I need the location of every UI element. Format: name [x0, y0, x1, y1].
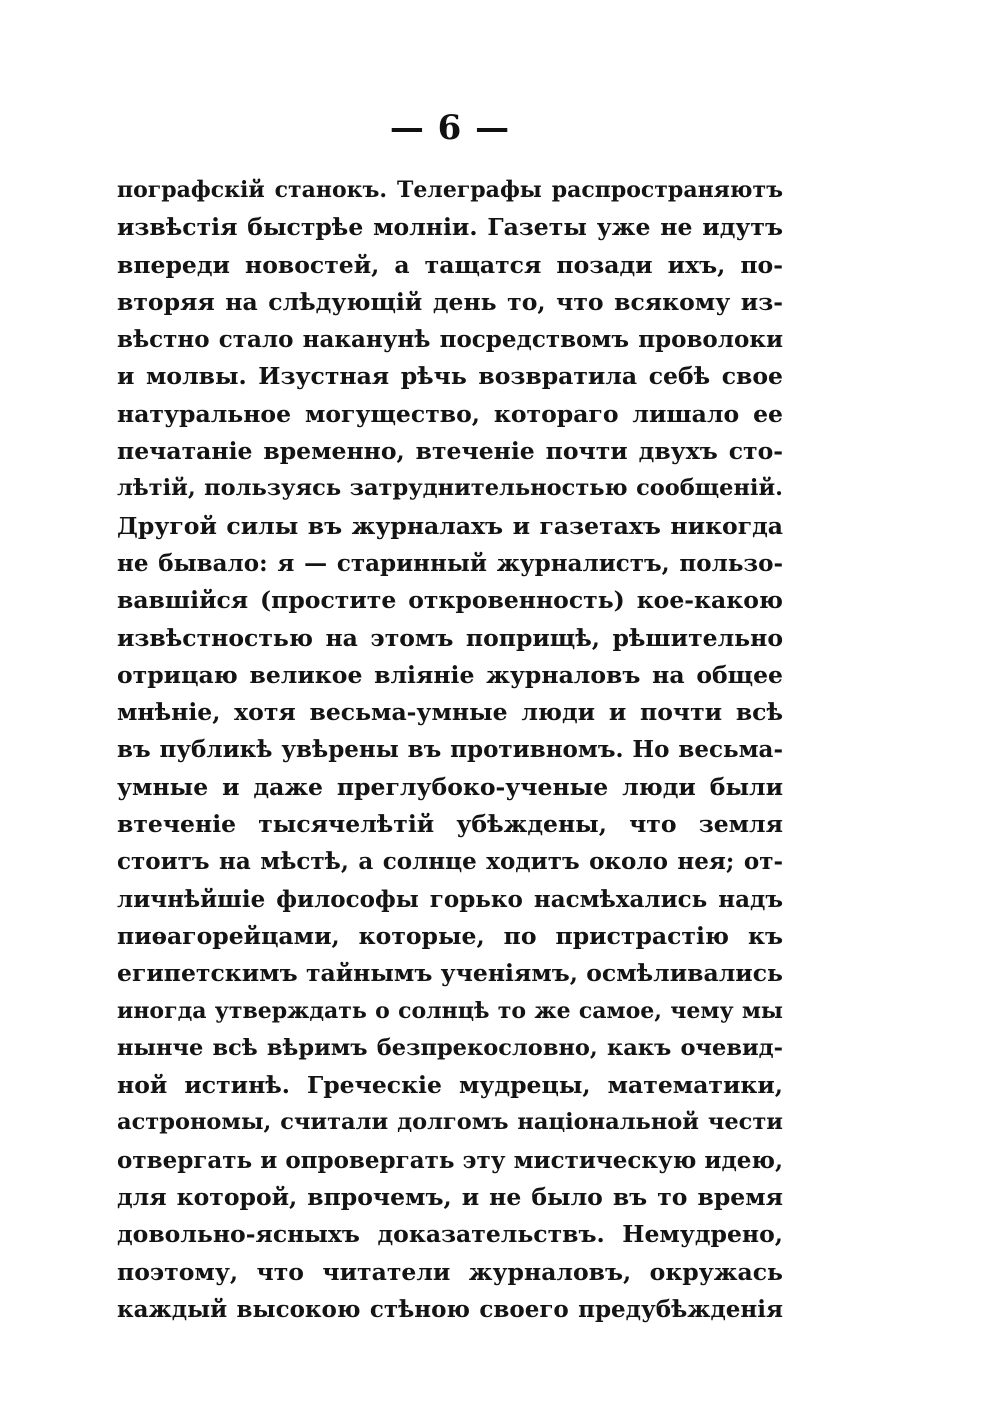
- page-number: — 6 —: [389, 108, 511, 148]
- text-line: умные и даже преглубоко-ученые люди были: [117, 772, 783, 801]
- text-line: вавшійся (простите откровенность) кое-какою: [117, 586, 783, 615]
- text-line: натуральное могущество, котораго лишало ее: [117, 399, 783, 428]
- text-line: стоитъ на мѣстѣ, а солнце ходитъ около нея; от-: [117, 848, 783, 876]
- text-line: иногда утверждать о солнцѣ то же самое, чему мы: [117, 997, 783, 1024]
- text-line: вторяя на слѣдующій день то, что всякому из-: [117, 287, 783, 316]
- text-line: ной истинѣ. Греческіе мудрецы, математики,: [117, 1071, 783, 1100]
- text-line: каждый высокою стѣною своего предубѣжденія: [117, 1295, 783, 1323]
- text-line: впереди новостей, а тащатся позади ихъ, по-: [117, 250, 783, 279]
- text-line: извѣстія быстрѣе молніи. Газеты уже не идутъ: [117, 213, 783, 242]
- text-line: отвергать и опровергать эту мистическую идею,: [117, 1146, 783, 1174]
- text-line: лѣтій, пользуясь затруднительностью сообщеній.: [117, 475, 783, 502]
- text-line: втеченіе тысячелѣтій убѣждены, что земля: [117, 810, 783, 839]
- text-line: личнѣйшіе философы горько насмѣхались надъ: [117, 885, 783, 913]
- text-line: пиѳагорейцами, которые, по пристрастію къ: [117, 921, 783, 950]
- text-line: Другой силы въ журналахъ и газетахъ никогда: [117, 511, 783, 540]
- text-line: извѣстностью на этомъ поприщѣ, рѣшительно: [117, 623, 783, 652]
- text-line: астрономы, считали долгомъ національной чести: [117, 1109, 783, 1136]
- text-line: мнѣніе, хотя весьма-умные люди и почти всѣ: [117, 698, 783, 727]
- text-line: не бывало: я — старинный журналистъ, пользо-: [117, 549, 783, 577]
- text-line: поэтому, что читатели журналовъ, окружась: [117, 1257, 783, 1286]
- body-text: [117, 172, 783, 1328]
- text-line: пографскій станокъ. Телеграфы распространяютъ: [117, 177, 783, 203]
- text-line: и молвы. Изустная рѣчь возвратила себѣ свое: [117, 362, 783, 391]
- text-line: египетскимъ тайнымъ ученіямъ, осмѣливались: [117, 959, 783, 988]
- text-line: отрицаю великое вліяніе журналовъ на общее: [117, 660, 783, 689]
- text-line: для которой, впрочемъ, и не было въ то время: [117, 1183, 783, 1212]
- text-line: довольно-ясныхъ доказательствъ. Немудрено,: [117, 1220, 783, 1249]
- text-line: вѣстно стало наканунѣ посредствомъ проволоки: [117, 326, 783, 354]
- text-line: въ публикѣ увѣрены въ противномъ. Но весьма-: [117, 736, 783, 764]
- text-line: печатаніе временно, втеченіе почти двухъ сто-: [117, 437, 783, 466]
- text-line: нынче всѣ вѣримъ безпрекословно, какъ очевид-: [117, 1034, 783, 1061]
